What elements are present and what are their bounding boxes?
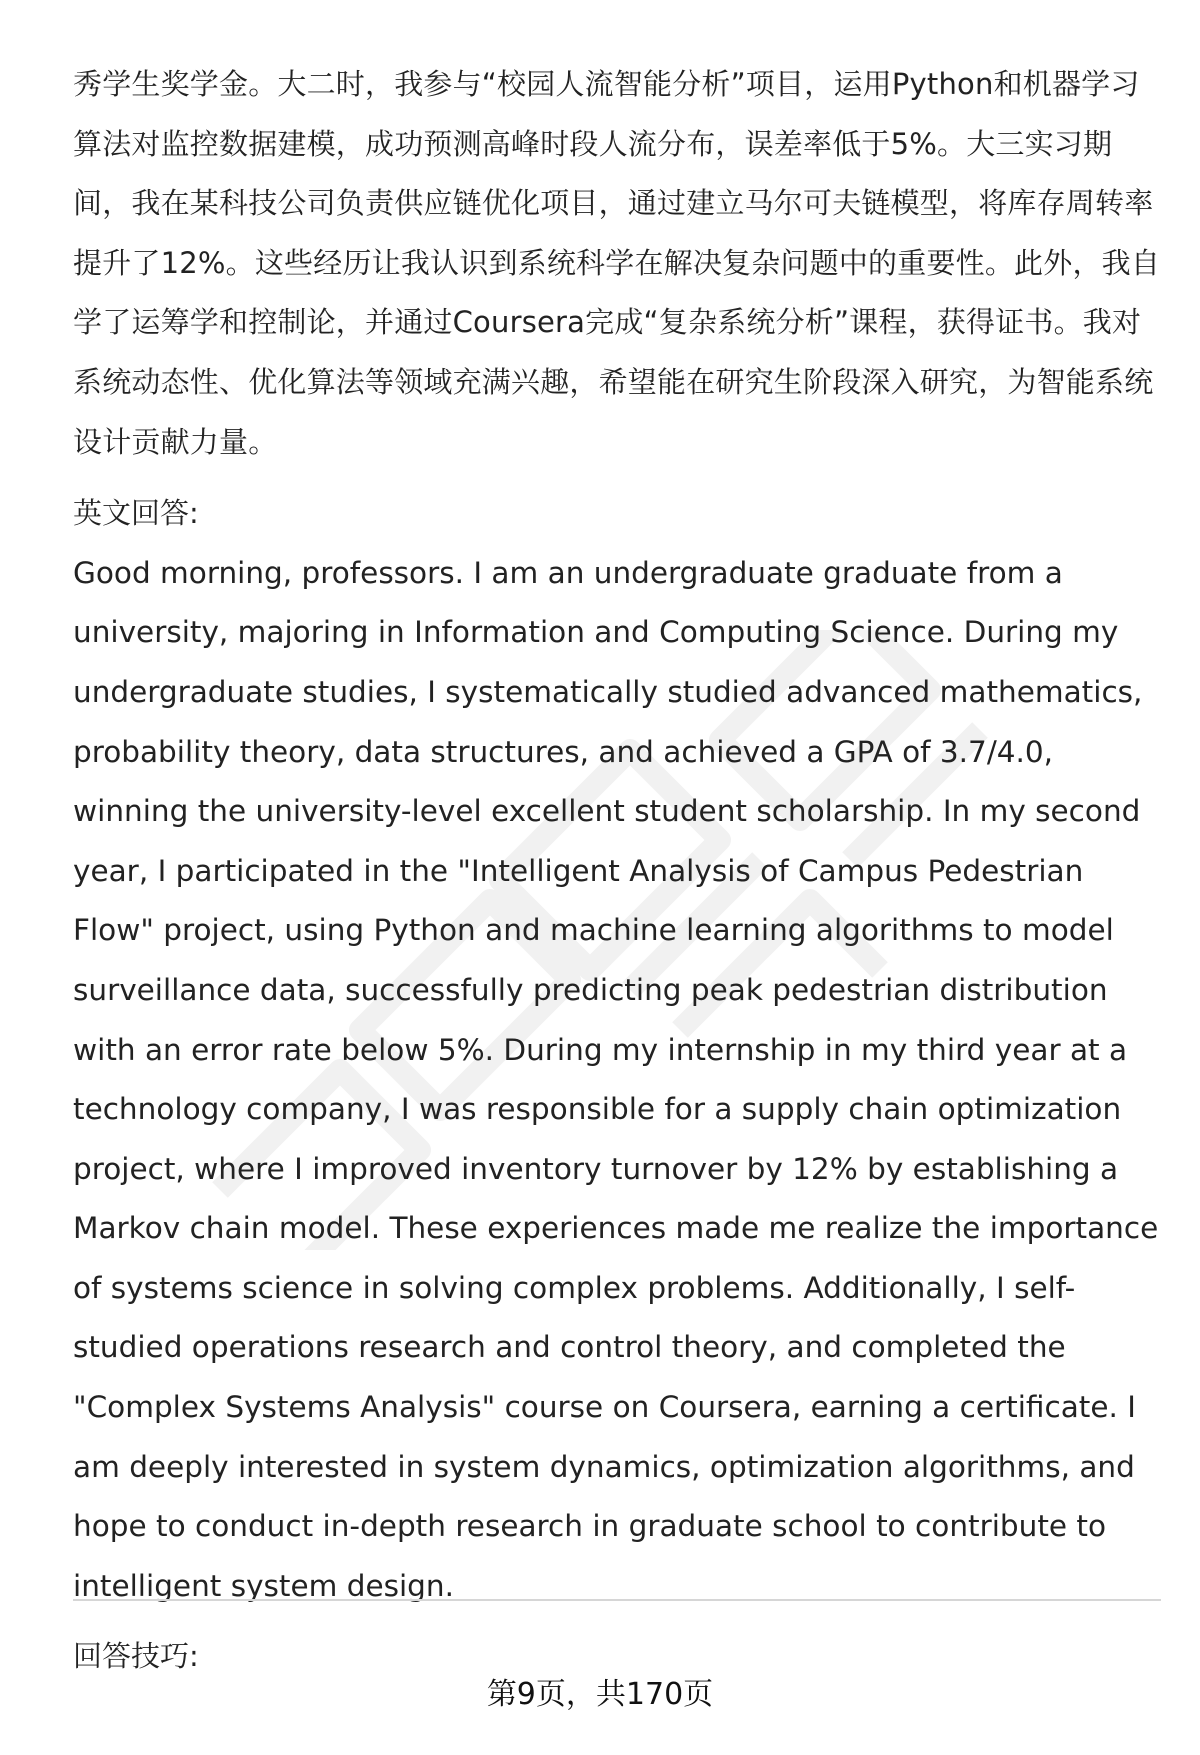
document-page	[73, 55, 1161, 1616]
answer-tips-label: 回答技巧:	[73, 1639, 199, 1673]
chinese-answer-paragraph: 秀学生奖学金。大二时，我参与“校园人流智能分析”项目，运用Python和机器学习算法对监控数据建模，成功预测高峰时段人流分布，误差率低于5%。大三实习期间，我在某科技公司负责供应链优化项目，通过建立马尔可夫链模型，将库存周转率提升了12%。这些经历让我认识到系统科学在解决复杂问题中的重要性。此外，我自学了运筹学和控制论，并通过Coursera完成“复杂系统分析”课程，获得证书。我对系统动态性、优化算法等领域充满兴趣，希望能在研究生阶段深入研究，为智能系统设计贡献力量。	[73, 67, 1161, 459]
english-answer-paragraph: Good morning, professors. I am an undergraduate graduate from a university, majoring in Information and Computing Science. During my undergraduate studies, I systematically studied advanced mathematics, probability theory, data structures, and achieved a GPA of 3.7/4.0, winning the university-level excellent student scholarship. In my second year, I participated in the "Intelligent Analysis of Campus Pedestrian Flow" project, using Python and machine learning algorithms to model surveillance data, successfully predicting peak pedestrian distribution with an error rate below 5%. During my internship in my third year at a technology company, I was responsible for a supply chain optimization project, where I improved inventory turnover by 12% by establishing a Markov chain model. These experiences made me realize the importance of systems science in solving complex problems. Additionally, I self-studied operations research and control theory, and completed the "Complex Systems Analysis" course on Coursera, earning a certificate. I am deeply interested in system dynamics, optimization algorithms, and hope to conduct in-depth research in graduate school to contribute to intelligent system design.	[73, 555, 1159, 1603]
english-answer-label: 英文回答:	[73, 496, 199, 531]
page-indicator: 第9页，共170页	[486, 1677, 714, 1712]
section-divider	[73, 1599, 1161, 1601]
